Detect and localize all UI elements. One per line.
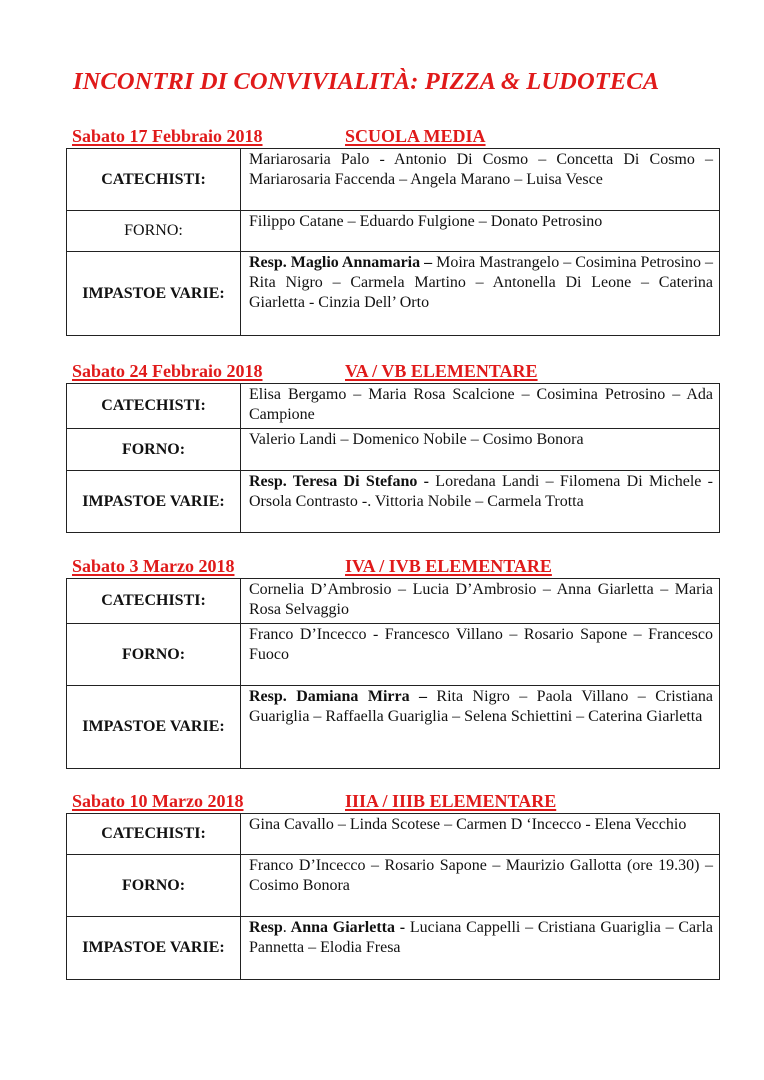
schedule-table — [66, 383, 720, 533]
section-header — [66, 126, 720, 148]
section-date: Sabato 10 Marzo 2018 — [72, 791, 244, 811]
table-row — [67, 149, 720, 211]
section-header — [66, 791, 720, 813]
impasto-names — [241, 686, 720, 769]
impasto-label: IMPASTOE VARIE: — [67, 252, 241, 336]
responsible-name: Resp. Damiana Mirra – — [249, 688, 428, 705]
table-row — [67, 211, 720, 252]
impasto-label: IMPASTOE VARIE: — [67, 471, 241, 533]
table-row — [67, 384, 720, 429]
impasto-label: IMPASTOE VARIE: — [67, 686, 241, 769]
forno-label: FORNO: — [67, 429, 241, 471]
section-group: IIIA / IIIB ELEMENTARE — [345, 791, 557, 811]
catechisti-label: CATECHISTI: — [67, 814, 241, 855]
section-date: Sabato 24 Febbraio 2018 — [72, 361, 263, 381]
page-title: INCONTRI DI CONVIVIALITÀ: PIZZA & LUDOTECA — [73, 68, 660, 95]
impasto-names — [241, 252, 720, 336]
schedule-table — [66, 148, 720, 336]
catechisti-label: CATECHISTI: — [67, 384, 241, 429]
section-date: Sabato 3 Marzo 2018 — [72, 556, 235, 576]
table-row — [67, 917, 720, 980]
catechisti-names: Mariarosaria Palo - Antonio Di Cosmo – Concetta Di Cosmo – Mariarosaria Faccenda – Angela Marano – Luisa Vesce — [241, 149, 720, 211]
section-group: SCUOLA MEDIA — [345, 126, 486, 146]
forno-names: Franco D’Incecco – Rosario Sapone – Maurizio Gallotta (ore 19.30) – Cosimo Bonora — [241, 855, 720, 917]
helpers-names: Loredana Landi – Filomena Di Michele - Orsola Contrasto -. Vittoria Nobile – Carmela Trotta — [249, 473, 713, 510]
section-group: IVA / IVB ELEMENTARE — [345, 556, 552, 576]
catechisti-names: Cornelia D’Ambrosio – Lucia D’Ambrosio – Anna Giarletta – Maria Rosa Selvaggio — [241, 579, 720, 624]
forno-label: FORNO: — [67, 211, 241, 252]
section-date: Sabato 17 Febbraio 2018 — [72, 126, 263, 146]
helpers-names: Moira Mastrangelo – Cosimina Petrosino – Rita Nigro – Carmela Martino – Antonella Di Leone – Caterina Giarletta - Cinzia Dell’ Orto — [249, 254, 713, 311]
catechisti-names: Elisa Bergamo – Maria Rosa Scalcione – Cosimina Petrosino – Ada Campione — [241, 384, 720, 429]
schedule-table — [66, 578, 720, 769]
schedule-section — [66, 556, 720, 769]
responsible-name: Anna Giarletta - — [286, 919, 406, 936]
forno-label: FORNO: — [67, 624, 241, 686]
table-row — [67, 579, 720, 624]
impasto-label: IMPASTOE VARIE: — [67, 917, 241, 980]
responsible-name: Resp. Maglio Annamaria – — [249, 254, 433, 271]
schedule-table — [66, 813, 720, 980]
table-row — [67, 252, 720, 336]
forno-names: Franco D’Incecco - Francesco Villano – Rosario Sapone – Francesco Fuoco — [241, 624, 720, 686]
section-header — [66, 556, 720, 578]
helpers-names: Rita Nigro – Paola Villano – Cristiana Guariglia – Raffaella Guariglia – Selena Schiettini – Caterina Giarletta — [249, 688, 713, 725]
forno-names: Filippo Catane – Eduardo Fulgione – Donato Petrosino — [241, 211, 720, 252]
responsible-name: Resp. Teresa Di Stefano - — [249, 473, 430, 490]
table-row — [67, 624, 720, 686]
responsible-prefix: Resp — [249, 919, 283, 936]
table-row — [67, 429, 720, 471]
section-header — [66, 361, 720, 383]
impasto-names — [241, 917, 720, 980]
schedule-section — [66, 126, 720, 336]
table-row — [67, 855, 720, 917]
schedule-section — [66, 361, 720, 533]
forno-names: Valerio Landi – Domenico Nobile – Cosimo Bonora — [241, 429, 720, 471]
helpers-names: Luciana Cappelli – Cristiana Guariglia – Carla Pannetta – Elodia Fresa — [249, 919, 713, 956]
catechisti-label: CATECHISTI: — [67, 579, 241, 624]
catechisti-names: Gina Cavallo – Linda Scotese – Carmen D ‘Incecco - Elena Vecchio — [241, 814, 720, 855]
table-row — [67, 814, 720, 855]
catechisti-label: CATECHISTI: — [67, 149, 241, 211]
schedule-section — [66, 791, 720, 980]
forno-label: FORNO: — [67, 855, 241, 917]
impasto-names — [241, 471, 720, 533]
responsible-dot: . — [282, 919, 287, 936]
table-row — [67, 471, 720, 533]
table-row — [67, 686, 720, 769]
section-group: VA / VB ELEMENTARE — [345, 361, 538, 381]
